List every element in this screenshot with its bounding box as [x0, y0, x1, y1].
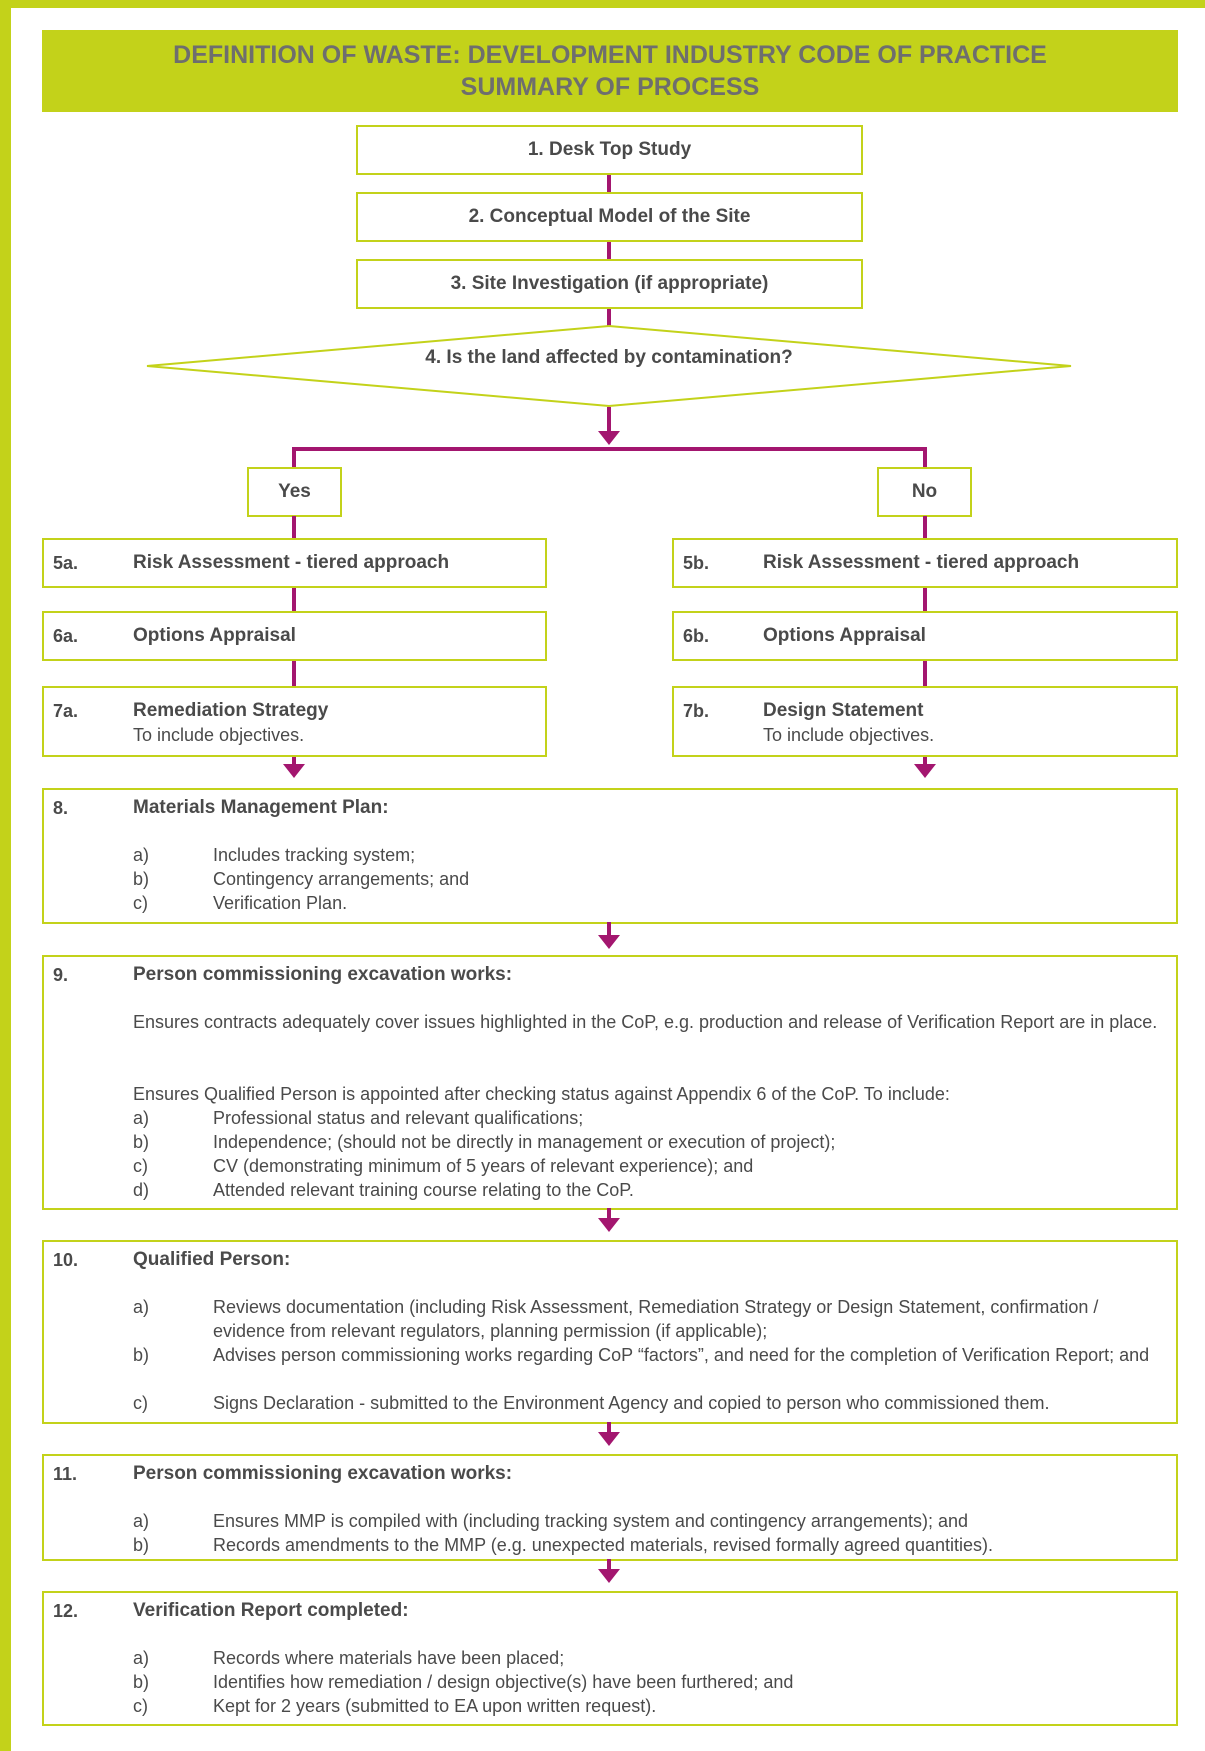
connector-yes-5a — [292, 516, 296, 540]
step-8-box — [42, 788, 1178, 924]
step-12-box — [42, 1591, 1178, 1726]
step-5b-box — [672, 538, 1178, 588]
list-item: b) Records amendments to the MMP (e.g. unexpected materials, revised formally agreed quantities). — [133, 1535, 994, 1555]
step-7b-number: 7b. — [683, 701, 710, 721]
connector-4-split — [607, 407, 611, 432]
step-11-title: Person commissioning excavation works: — [133, 1463, 513, 1484]
step-1-box — [356, 125, 863, 175]
step-5a-number: 5a. — [53, 553, 79, 573]
step-9-box — [42, 955, 1178, 1210]
arrow-down-icon — [598, 1218, 620, 1232]
list-item: b) Identifies how remediation / design objective(s) have been furthered; and — [133, 1672, 794, 1692]
step-11-box — [42, 1454, 1178, 1561]
step-5b-number: 5b. — [683, 553, 710, 573]
step-7a-box — [42, 686, 547, 757]
step-10-number: 10. — [53, 1250, 79, 1270]
yes-label: Yes — [278, 481, 311, 502]
connector-2-3 — [607, 240, 611, 260]
connector-no — [923, 447, 927, 469]
step-12-number: 12. — [53, 1601, 79, 1621]
step-7a-number: 7a. — [53, 701, 79, 721]
step-11-number: 11. — [53, 1464, 78, 1484]
connector-6a-7a — [292, 659, 296, 687]
step-9-paragraph-1: Ensures contracts adequately cover issues highlighted in the CoP, e.g. production and release of Verification Report are in place. — [133, 1012, 1158, 1032]
step-5a-box — [42, 538, 547, 588]
page-title — [42, 30, 1178, 112]
step-2-label: 2. Conceptual Model of the Site — [468, 206, 751, 227]
step-5b-title: Risk Assessment - tiered approach — [763, 552, 1080, 573]
step-6b-box — [672, 611, 1178, 661]
step-10-box — [42, 1240, 1178, 1424]
list-item: b) Advises person commissioning works regarding CoP “factors”, and need for the completion of Verification Report; and — [133, 1345, 1150, 1365]
list-item: a) Ensures MMP is compiled with (including tracking system and contingency arrangements); and — [133, 1511, 969, 1531]
arrow-down-icon — [598, 1569, 620, 1583]
title-line-1: DEFINITION OF WASTE: DEVELOPMENT INDUSTRY CODE OF PRACTICE — [173, 41, 1047, 69]
list-item: a) Professional status and relevant qualifications; — [133, 1108, 584, 1128]
connector-no-5b — [923, 516, 927, 540]
list-item: a) Reviews documentation (including Risk Assessment, Remediation Strategy or Design Statement, confirmation / evidence from relevant regulators, planning permission (if applicable); — [133, 1297, 1099, 1341]
step-10-title: Qualified Person: — [133, 1249, 291, 1270]
connector-5b-6b — [923, 586, 927, 612]
step-9-title: Person commissioning excavation works: — [133, 964, 513, 985]
step-6b-title: Options Appraisal — [763, 625, 926, 646]
step-6b-number: 6b. — [683, 626, 710, 646]
step-7b-title: Design Statement — [763, 700, 924, 721]
connector-6b-7b — [923, 659, 927, 687]
no-label: No — [911, 481, 938, 502]
step-3-box — [356, 259, 863, 309]
list-item: b) Contingency arrangements; and — [133, 869, 470, 889]
step-7b-subtitle: To include objectives. — [763, 725, 935, 745]
no-box — [877, 467, 972, 517]
step-6a-box — [42, 611, 547, 661]
list-item: a) Includes tracking system; — [133, 845, 416, 865]
list-item: c) Kept for 2 years (submitted to EA upon written request). — [133, 1696, 657, 1716]
title-line-2: SUMMARY OF PROCESS — [460, 73, 760, 101]
arrow-down-icon — [598, 431, 620, 445]
step-5a-title: Risk Assessment - tiered approach — [133, 552, 450, 573]
step-3-label: 3. Site Investigation (if appropriate) — [450, 273, 769, 294]
list-item: d) Attended relevant training course relating to the CoP. — [133, 1180, 634, 1200]
step-7b-box — [672, 686, 1178, 757]
step-7a-subtitle: To include objectives. — [133, 725, 305, 745]
arrow-down-icon — [914, 764, 936, 778]
branch-connector — [292, 447, 927, 451]
list-item: c) CV (demonstrating minimum of 5 years of relevant experience); and — [133, 1156, 754, 1176]
connector-5a-6a — [292, 586, 296, 612]
decision-label: 4. Is the land affected by contamination? — [425, 347, 793, 368]
yes-box — [247, 467, 342, 517]
step-6a-number: 6a. — [53, 626, 79, 646]
step-9-paragraph-2: Ensures Qualified Person is appointed after checking status against Appendix 6 of the CoP. To include: — [133, 1084, 950, 1104]
step-9-number: 9. — [53, 965, 69, 985]
arrow-down-icon — [598, 1432, 620, 1446]
step-8-number: 8. — [53, 798, 69, 818]
step-7a-title: Remediation Strategy — [133, 700, 329, 721]
connector-8-9 — [607, 922, 611, 936]
arrow-down-icon — [283, 764, 305, 778]
step-6a-title: Options Appraisal — [133, 625, 296, 646]
list-item: c) Verification Plan. — [133, 893, 348, 913]
list-item: a) Records where materials have been placed; — [133, 1648, 565, 1668]
step-8-title: Materials Management Plan: — [133, 797, 389, 818]
step-2-box — [356, 192, 863, 242]
step-12-title: Verification Report completed: — [133, 1600, 409, 1621]
list-item: b) Independence; (should not be directly in management or execution of project); — [133, 1132, 836, 1152]
arrow-down-icon — [598, 935, 620, 949]
connector-yes — [292, 447, 296, 469]
step-1-label: 1. Desk Top Study — [527, 139, 692, 160]
connector-1-2 — [607, 173, 611, 193]
list-item: c) Signs Declaration - submitted to the Environment Agency and copied to person who commissioned them. — [133, 1393, 1050, 1413]
